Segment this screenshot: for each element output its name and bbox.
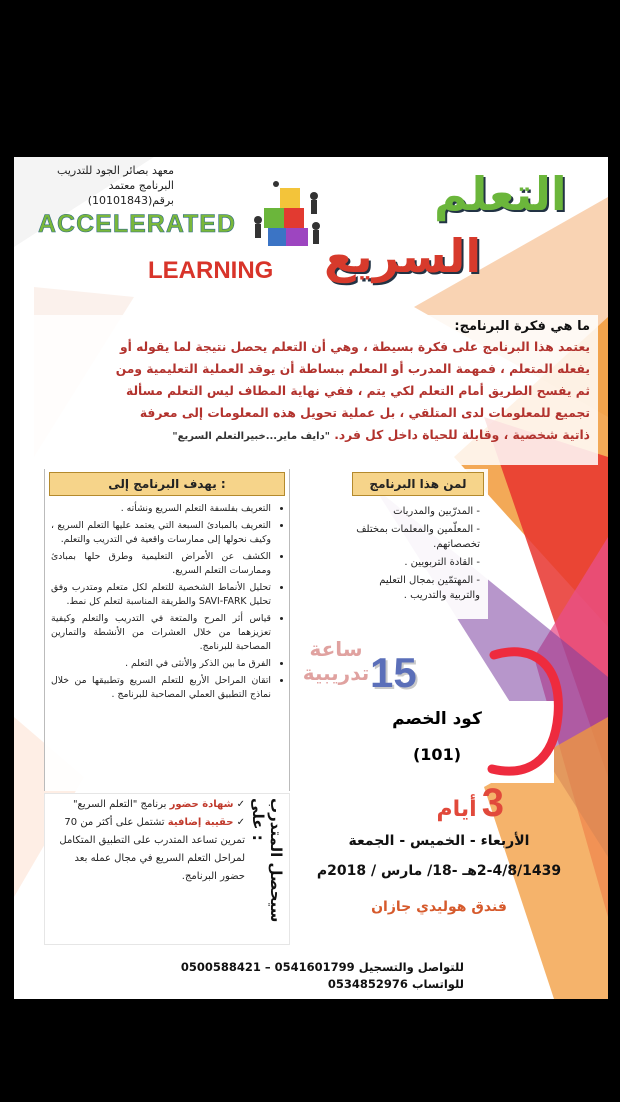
intro-line: تجميع للمعلومات لدى المتلقي ، بل عملية تحويل هذه المعلومات إلى معرفة [139,406,590,420]
objective-item: • تحليل الأنماط الشخصية للتعلم لكل متعلم ومتدرب وفق تحليل SAVI-FARK والطريقة المناسبة لتعلم كل نمط. [51,581,271,609]
whatsapp-number[interactable]: 0534852976 [327,977,408,991]
audience-heading: لمن هذا البرنامج [352,472,484,496]
audience-list [348,504,488,603]
venue-name: فندق هوليدي جازان [371,899,507,915]
schedule-days: الأربعاء - الخميس - الجمعة [348,833,530,849]
english-title-line2: LEARNING [148,257,274,284]
institute-info [34,163,174,208]
whatsapp-line [164,976,464,993]
certificate-highlight: شهادة حضور [169,799,234,810]
hours-label [296,637,376,685]
objective-item: • قياس أثر المرح والمتعة في التدريب والتعلم وكيفية تعزيزهما من خلال العشرات من الأنشطة والتمارين المصاحبة للبرنامج. [51,612,271,654]
hours-label-line1: ساعة [309,637,363,661]
intro-line: ثم يفسح الطريق أمام التعلم لكي يتم ، ففي نهاية المطاف ليس التعلم مسألة [125,384,590,398]
certificate-panel [44,793,290,945]
english-title-line1: ACCELERATED [38,210,237,238]
days-label: أيام [436,797,477,822]
days-block [384,781,504,826]
contact-line [164,959,464,976]
contact-label: للتواصل والتسجيل [358,960,464,974]
audience-panel [348,469,488,619]
certificate-text: برنامج "التعلم السريع" [72,799,167,810]
intro-heading: ما هي فكرة البرنامج: [454,319,590,334]
intro-line [28,424,590,448]
objectives-list [45,502,289,702]
institute-name: معهد بصائر الجود للتدريب [57,164,174,177]
objective-item: • التعريف بفلسفة التعلم السريع ونشأته . [51,502,271,516]
whatsapp-label: للواتساب [411,977,464,991]
contact-info [164,959,464,993]
intro-line-last: ذاتية شخصية ، وقابلة للحياة داخل كل فرد. [334,428,590,442]
flyer-poster [14,157,608,999]
accreditation-number: البرنامج معتمد برقم(10101843) [87,179,174,207]
objective-item: • الفرق ما بين الذكر والأنثى في التعلم . [51,657,271,671]
intro-line: يفعله المتعلم ، فمهمة المدرب أو المعلم ببساطة أن يوقد العملية التعليمية ومن [115,362,590,376]
objective-item: • التعريف بالمبادئ السبعة التي يعتمد عليها التعلم السريع ، وكيف نحولها إلى ممارسات واقعية في التدريب والتعلم. [51,519,271,547]
certificate-highlight: حقيبة إضافية [167,817,234,828]
intro-panel [28,315,598,465]
contact-numbers[interactable]: 0541601799 – 0500588421 [180,960,355,974]
objective-item: • الكشف عن الأمراض التعليمية وطرق حلها بمبادئ وممارسات التعلم السريع. [51,550,271,578]
certificate-item: ✓ حقيبة إضافية تشتمل على أكثر من 70 تمرين تساعد المتدرب على التطبيق المتكامل لمراحل التعلم السريع في مجال عمله بعد حضور البرنامج. [59,817,245,882]
objective-item: • اتقان المراحل الأربع للتعلم السريع وتطبيقها من خلال نماذج التطبيق العملي المصاحبة للبرنامج . [51,674,271,702]
objectives-heading: يهدف البرنامج إلى : [49,472,285,496]
audience-item: - المعلّمين والمعلمات بمختلف تخصصاتهم. [356,524,480,550]
intro-quote: "دايف ماير...خبيرالتعلم السريع" [172,431,330,442]
arabic-title-line1: التعلم [434,167,567,221]
objectives-panel [44,469,290,791]
days-number: 3 [481,781,504,825]
audience-item: - المدرّبين والمدربات [393,506,480,517]
certificate-item: ✓ شهادة حضور برنامج "التعلم السريع" [72,799,245,810]
certificate-text: تشتمل على أكثر من 70 تمرين تساعد المتدرب على التطبيق المتكامل لمراحل التعلم السريع في مجال عمله بعد حضور البرنامج. [59,817,245,882]
hours-label-line2: تدريبية [302,661,370,685]
arabic-title-line2: السريع [324,229,482,283]
intro-text [28,334,598,448]
schedule-dates: 2-4/8/1439هـ -18/ مارس / 2018م [316,863,562,879]
puzzle-team-logo [250,180,330,252]
intro-line: يعتمد هذا البرنامج على فكرة بسيطة ، وهي أن التعلم يحصل نتيجة لما يقوله أو [119,340,590,354]
certificate-items [51,796,245,886]
certificate-side-label: سيحصل المتدرب على : [249,798,285,923]
discount-code: (101) [412,745,462,764]
discount-label: كود الخصم [392,709,482,729]
hours-number: 15 [370,649,417,696]
audience-item: - القادة التربويين . [404,557,480,568]
audience-item: - المهتمّين بمجال التعليم والتربية والتدريب . [379,575,480,601]
red-circle-annotation [474,645,564,785]
